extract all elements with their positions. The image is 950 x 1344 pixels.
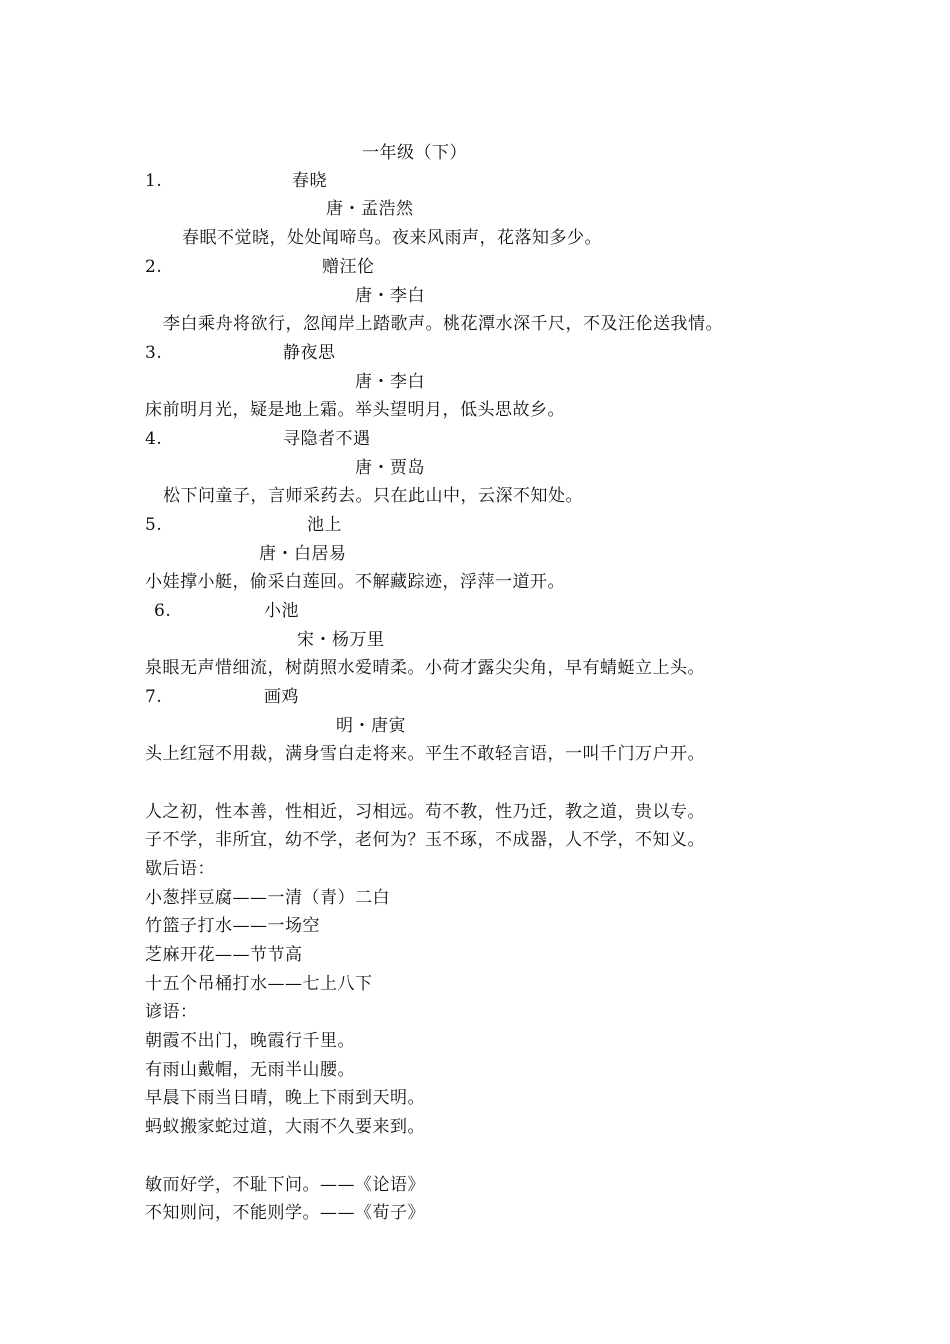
yanyu-item: 朝霞不出门，晚霞行千里。 xyxy=(145,1031,355,1051)
poem-title: 寻隐者不遇 xyxy=(283,429,371,449)
poem-text: 春眠不觉晓，处处闻啼鸟。夜来风雨声，花落知多少。 xyxy=(182,228,602,248)
xiehouyu-item: 芝麻开花——节节高 xyxy=(145,945,303,965)
poem-author: 唐・白居易 xyxy=(259,544,347,564)
poem-title: 春晓 xyxy=(292,171,327,191)
quote-line: 不知则问，不能则学。——《荀子》 xyxy=(145,1203,425,1223)
poem-title: 赠汪伦 xyxy=(322,257,375,277)
poem-title: 池上 xyxy=(307,515,342,535)
poem-number: 6. xyxy=(154,601,172,621)
poem-number: 2. xyxy=(145,257,163,277)
xiehouyu-label: 歇后语： xyxy=(145,859,215,879)
poem-number: 3. xyxy=(145,343,163,363)
poem-text: 床前明月光，疑是地上霜。举头望明月，低头思故乡。 xyxy=(145,400,565,420)
page-heading: 一年级（下） xyxy=(362,143,467,163)
poem-title: 小池 xyxy=(264,601,299,621)
quote-line: 敏而好学，不耻下问。——《论语》 xyxy=(145,1175,425,1195)
xiehouyu-item: 十五个吊桶打水——七上八下 xyxy=(145,974,373,994)
xiehouyu-item: 小葱拌豆腐——一清（青）二白 xyxy=(145,888,390,908)
poem-author: 唐・贾岛 xyxy=(355,458,425,478)
sanzijing-line: 子不学，非所宜，幼不学，老何为？玉不琢，不成器，人不学，不知义。 xyxy=(145,830,705,850)
yanyu-item: 早晨下雨当日晴，晚上下雨到天明。 xyxy=(145,1088,425,1108)
poem-text: 李白乘舟将欲行，忽闻岸上踏歌声。桃花潭水深千尺，不及汪伦送我情。 xyxy=(163,314,723,334)
poem-text: 头上红冠不用裁，满身雪白走将来。平生不敢轻言语，一叫千门万户开。 xyxy=(145,744,705,764)
xiehouyu-item: 竹篮子打水——一场空 xyxy=(145,916,320,936)
yanyu-label: 谚语： xyxy=(145,1002,198,1022)
sanzijing-line: 人之初，性本善，性相近，习相远。苟不教，性乃迁，教之道，贵以专。 xyxy=(145,802,705,822)
poem-number: 4. xyxy=(145,429,163,449)
poem-author: 唐・孟浩然 xyxy=(326,199,414,219)
yanyu-item: 有雨山戴帽，无雨半山腰。 xyxy=(145,1060,355,1080)
poem-title: 静夜思 xyxy=(283,343,336,363)
poem-author: 唐・李白 xyxy=(355,286,425,306)
poem-number: 5. xyxy=(145,515,163,535)
poem-number: 7. xyxy=(145,687,163,707)
poem-author: 唐・李白 xyxy=(355,372,425,392)
poem-author: 明・唐寅 xyxy=(336,716,406,736)
poem-text: 松下问童子，言师采药去。只在此山中，云深不知处。 xyxy=(163,486,583,506)
poem-author: 宋・杨万里 xyxy=(297,630,385,650)
poem-text: 泉眼无声惜细流，树荫照水爱晴柔。小荷才露尖尖角，早有蜻蜓立上头。 xyxy=(145,658,705,678)
poem-text: 小娃撑小艇，偷采白莲回。不解藏踪迹，浮萍一道开。 xyxy=(145,572,565,592)
yanyu-item: 蚂蚁搬家蛇过道，大雨不久要来到。 xyxy=(145,1117,425,1137)
poem-title: 画鸡 xyxy=(264,687,299,707)
poem-number: 1. xyxy=(145,171,163,191)
